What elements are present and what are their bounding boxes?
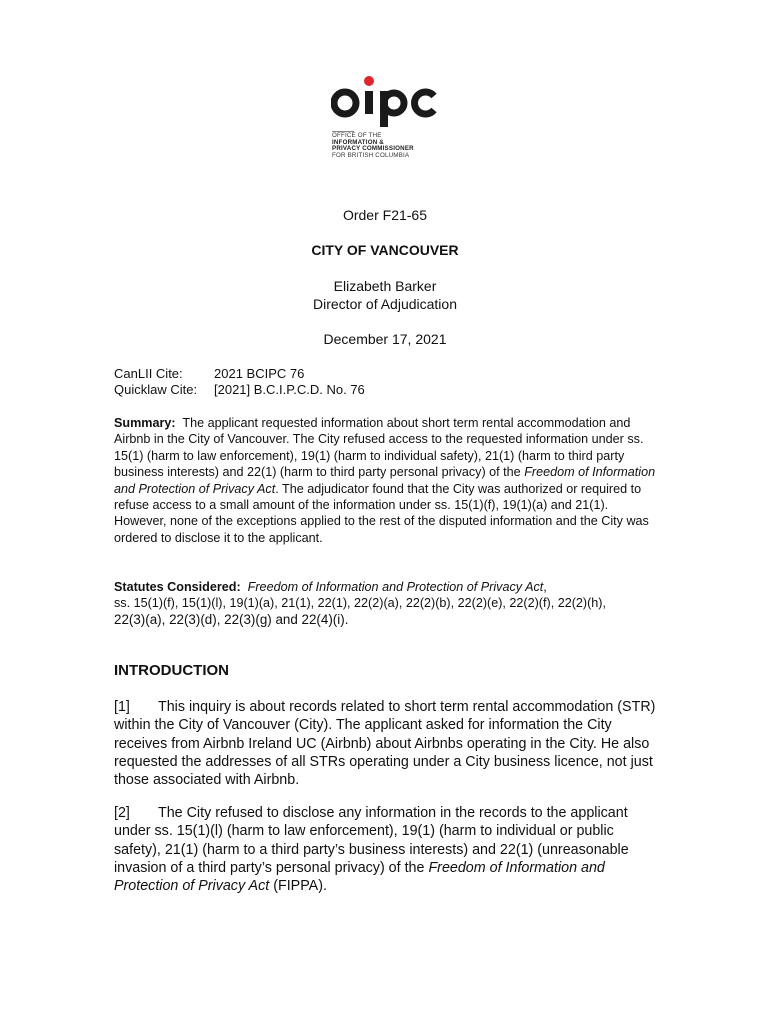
summary-paragraph — [114, 415, 659, 546]
logo-line-3: PRIVACY COMMISSIONER — [332, 145, 414, 153]
paragraph-2 — [114, 804, 659, 895]
citation-label: CanLII Cite: — [114, 366, 183, 381]
citation-label: Quicklaw Cite: — [114, 382, 198, 397]
paragraph-text-a: The City refused to disclose any information in the records to the applicant under ss. 15(1)(l) (harm to law enforcement), 19(1) (harm to individual or public safety), 21(1) (harm to a third party’s business interests) and 22(1) (unreasonable invasion of a third party’s personal privacy) of the — [114, 805, 629, 876]
paragraph-act: Freedom of Information and Protection of Privacy Act — [114, 859, 605, 895]
statutes-line-0 — [114, 579, 659, 595]
citation-value: 2021 BCIPC 76 — [214, 366, 305, 381]
statutes-label: Statutes Considered: — [114, 580, 241, 594]
citation-canlii — [114, 366, 304, 381]
citation-quicklaw — [114, 382, 365, 397]
paragraph-number: [2] — [114, 805, 130, 821]
logo-line-1: OFFICE OF THE — [332, 132, 382, 139]
summary-label: Summary: — [114, 416, 176, 430]
statutes-comma: , — [543, 580, 547, 594]
paragraph-number: [1] — [114, 699, 130, 715]
party-name: CITY OF VANCOUVER — [311, 242, 459, 258]
adjudicator-name: Elizabeth Barker — [333, 278, 437, 294]
order-date: December 17, 2021 — [323, 331, 447, 347]
statutes-line-2: 22(3)(a), 22(3)(d), 22(3)(g) and 22(4)(i). — [114, 611, 349, 627]
oipc-wordmark-icon — [331, 73, 441, 133]
summary-act: Freedom of Information and Protection of Privacy Act — [114, 465, 656, 496]
logo-subtitle — [332, 133, 442, 159]
paragraph-1 — [114, 698, 659, 789]
logo-line-2: INFORMATION & — [332, 138, 384, 146]
summary-text-b: . The adjudicator found that the City was authorized or required to refuse access to a small amount of the information under ss. 15(1)(f), 19(1)(a) and 21(1). However, none of the exceptions applied to the rest of the disputed information and the City was ordered to disclose it to the applicant. — [114, 481, 649, 545]
statutes-paragraph — [114, 579, 659, 628]
paragraph-text-b: (FIPPA). — [273, 878, 327, 895]
paragraph-text: This inquiry is about records related to short term rental accommodation (STR) within the City of Vancouver (City). The applicant asked for information the City receives from Airbnb Ireland UC (Airbnb) about Airbnbs operating in the City. He also requested the addresses of all STRs operating under a City business licence, not just those associated with Airbnb. — [114, 699, 656, 789]
oipc-logo — [331, 73, 441, 163]
citation-value: [2021] B.C.I.P.C.D. No. 76 — [214, 382, 365, 397]
logo-line-4: FOR BRITISH COLUMBIA — [332, 151, 410, 159]
statutes-act: Freedom of Information and Protection of Privacy Act — [247, 580, 544, 594]
section-heading: INTRODUCTION — [114, 662, 229, 679]
adjudicator-role: Director of Adjudication — [313, 296, 457, 312]
order-number: Order F21-65 — [342, 207, 428, 223]
summary-text-a: The applicant requested information about short term rental accommodation and Airbnb in the City of Vancouver. The City refused access to the requested information under ss. 15(1) (harm to law enforcement), 19(1) (harm to individual safety), 21(1) (harm to third party business interests) and 22(1) (harm to third party personal privacy) of the — [114, 416, 644, 480]
statutes-line-1: ss. 15(1)(f), 15(1)(l), 19(1)(a), 21(1), 22(1), 22(2)(a), 22(2)(b), 22(2)(e), 22(2)(f), 22(2)(h), — [114, 596, 606, 611]
